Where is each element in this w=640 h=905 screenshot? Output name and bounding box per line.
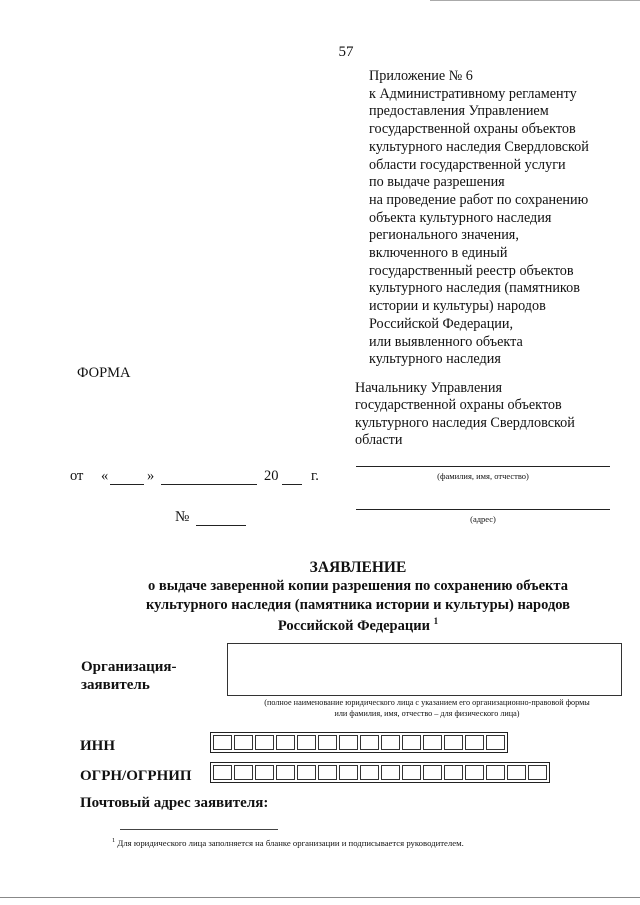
form-label: ФОРМА [77, 365, 131, 381]
footnote-mark: 1 [112, 837, 116, 844]
ogrn-label: ОГРН/ОГРНИП [80, 768, 192, 784]
appendix-line: Российской Федерации, [369, 315, 514, 332]
digit-cell[interactable] [213, 735, 232, 750]
addressee-block [355, 380, 575, 450]
inn-input-cells[interactable] [210, 732, 508, 753]
appendix-line: по выдаче разрешения [369, 174, 505, 191]
appendix-line: на проведение работ по сохранению [369, 191, 589, 208]
digit-cell[interactable] [423, 735, 442, 750]
appendix-line: культурного наследия [369, 351, 501, 368]
digit-cell[interactable] [318, 765, 337, 780]
digit-cell[interactable] [255, 735, 274, 750]
digit-cell[interactable] [423, 765, 442, 780]
addressee-line: области [355, 432, 403, 449]
digit-cell[interactable] [339, 765, 358, 780]
number-field[interactable] [196, 525, 246, 526]
digit-cell[interactable] [276, 765, 295, 780]
digit-cell[interactable] [402, 765, 421, 780]
appendix-line: культурного наследия (памятников [369, 280, 580, 297]
digit-cell[interactable] [528, 765, 547, 780]
appendix-line: истории и культуры) народов [369, 298, 546, 315]
digit-cell[interactable] [381, 765, 400, 780]
appendix-line: к Административному регламенту [369, 85, 577, 102]
organization-name-field[interactable] [227, 643, 622, 696]
document-subtitle-line: культурного наследия (памятника истории и культуры) народов [145, 597, 571, 613]
org-label-line1: Организация- [81, 659, 177, 675]
date-close-quote: » [147, 468, 155, 484]
digit-cell[interactable] [297, 735, 316, 750]
appendix-line: государственной охраны объектов [369, 121, 576, 138]
digit-cell[interactable] [465, 735, 484, 750]
date-day-field[interactable] [110, 484, 144, 485]
digit-cell[interactable] [402, 735, 421, 750]
address-caption: (адрес) [470, 514, 496, 524]
appendix-line: или выявленного объекта [369, 333, 523, 350]
footnote-text: Для юридического лица заполняется на бланке организации и подписывается руководителем. [117, 837, 464, 848]
fio-field-line[interactable] [356, 466, 610, 467]
document-subtitle-line: о выдаче заверенной копии разрешения по сохранению объекта [148, 578, 568, 594]
number-sign: № [175, 509, 190, 525]
addressee-line: Начальнику Управления [355, 380, 502, 396]
footnote-separator [120, 829, 278, 830]
document-subtitle-line [0, 616, 640, 635]
date-year-field[interactable] [282, 484, 302, 485]
digit-cell[interactable] [444, 765, 463, 780]
digit-cell[interactable] [234, 735, 253, 750]
date-year-suffix: г. [311, 468, 319, 484]
org-label-line2: заявитель [81, 677, 150, 693]
digit-cell[interactable] [318, 735, 337, 750]
postal-address-label: Почтовый адрес заявителя: [80, 795, 269, 811]
appendix-line: включенного в единый [369, 245, 508, 262]
digit-cell[interactable] [276, 735, 295, 750]
document-title: ЗАЯВЛЕНИЕ [309, 559, 407, 576]
digit-cell[interactable] [234, 765, 253, 780]
digit-cell[interactable] [255, 765, 274, 780]
footnote-ref: 1 [433, 616, 439, 626]
scan-top-edge [430, 0, 640, 1]
digit-cell[interactable] [444, 735, 463, 750]
scan-bottom-edge [0, 897, 640, 898]
digit-cell[interactable] [486, 735, 505, 750]
appendix-line: области государственной услуги [369, 156, 566, 173]
digit-cell[interactable] [360, 765, 379, 780]
page-number: 57 [338, 44, 354, 60]
digit-cell[interactable] [360, 735, 379, 750]
org-caption: (полное наименование юридического лица с указанием его организационно-правовой формы [264, 698, 590, 707]
digit-cell[interactable] [339, 735, 358, 750]
digit-cell[interactable] [381, 735, 400, 750]
appendix-line: культурного наследия Свердловской [369, 138, 589, 155]
date-from-label: от [70, 468, 84, 484]
appendix-line: регионального значения, [369, 227, 519, 244]
footnote [112, 837, 464, 848]
date-year-prefix: 20 [264, 468, 279, 484]
appendix-line: предоставления Управлением [369, 103, 549, 120]
subtitle-text: Российской Федерации [277, 617, 430, 634]
digit-cell[interactable] [297, 765, 316, 780]
address-field-line[interactable] [356, 509, 610, 510]
date-open-quote: « [101, 468, 109, 484]
org-caption: или фамилия, имя, отчество – для физического лица) [334, 709, 520, 718]
addressee-line: культурного наследия Свердловской [355, 414, 575, 431]
fio-caption: (фамилия, имя, отчество) [437, 471, 529, 481]
digit-cell[interactable] [507, 765, 526, 780]
appendix-block [369, 68, 619, 369]
appendix-line: объекта культурного наследия [369, 209, 552, 226]
digit-cell[interactable] [486, 765, 505, 780]
appendix-line: Приложение № 6 [369, 68, 473, 84]
digit-cell[interactable] [213, 765, 232, 780]
appendix-line: государственный реестр объектов [369, 262, 574, 279]
ogrn-input-cells[interactable] [210, 762, 550, 783]
digit-cell[interactable] [465, 765, 484, 780]
inn-label: ИНН [80, 738, 116, 754]
addressee-line: государственной охраны объектов [355, 397, 562, 414]
date-month-field[interactable] [161, 484, 257, 485]
